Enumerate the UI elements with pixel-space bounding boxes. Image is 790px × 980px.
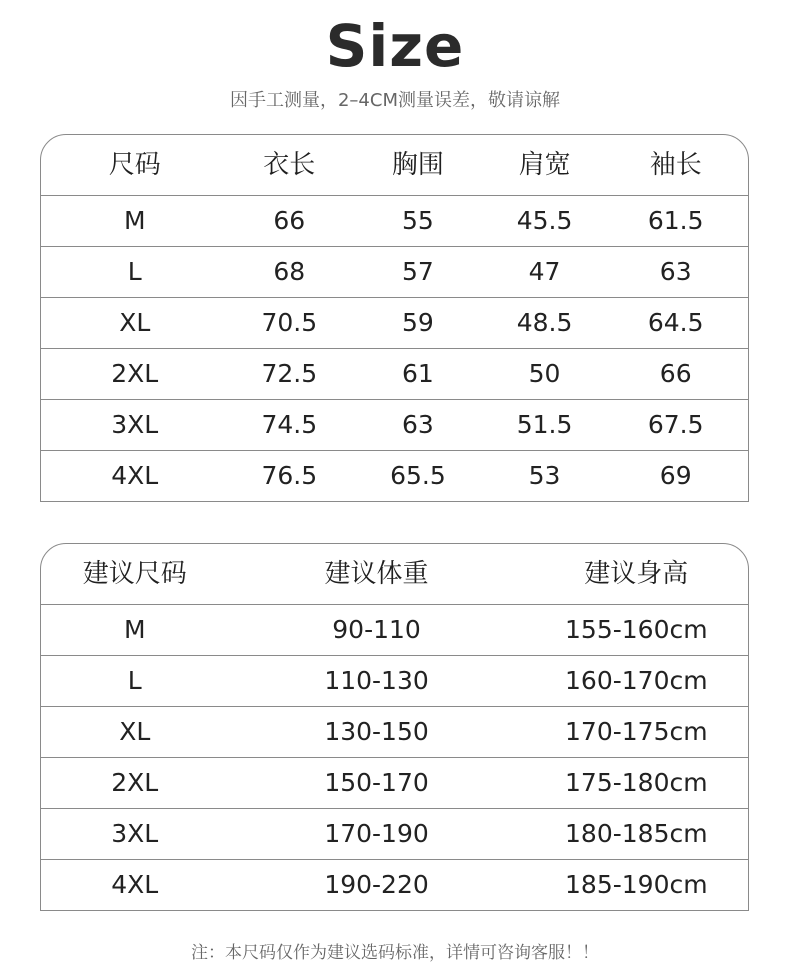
table-row (40, 400, 749, 451)
header-shoulder: 肩宽 (518, 150, 571, 180)
cell-height: 155-160cm (565, 615, 708, 644)
cell-chest: 57 (402, 257, 434, 286)
cell-size: M (123, 206, 146, 235)
cell-size: 2XL (111, 359, 159, 388)
cell-length: 72.5 (261, 359, 318, 388)
cell-shoulder: 51.5 (516, 410, 573, 439)
header-recommended-height: 建议身高 (584, 559, 689, 589)
cell-sleeve: 67.5 (647, 410, 704, 439)
table-row (40, 196, 749, 247)
cell-chest: 61 (402, 359, 434, 388)
cell-sleeve: 61.5 (647, 206, 704, 235)
table-row (40, 349, 749, 400)
cell-height: 185-190cm (565, 870, 708, 899)
cell-size: 2XL (111, 768, 159, 797)
size-recommendation-table (40, 543, 749, 911)
cell-weight: 190-220 (324, 870, 429, 899)
cell-weight: 130-150 (324, 717, 429, 746)
cell-height: 180-185cm (565, 819, 708, 848)
table-row (40, 860, 749, 911)
size-chart-table (40, 134, 749, 502)
size-note: 注：本尺码仅作为建议选码标准，详情可咨询客服！！ (191, 943, 599, 963)
cell-weight: 170-190 (324, 819, 429, 848)
cell-chest: 63 (402, 410, 434, 439)
cell-shoulder: 50 (528, 359, 561, 388)
cell-weight: 150-170 (324, 768, 429, 797)
cell-size: 3XL (111, 410, 159, 439)
cell-size: XL (119, 308, 151, 337)
cell-size: XL (119, 717, 151, 746)
cell-length: 76.5 (261, 461, 318, 490)
cell-size: M (123, 615, 146, 644)
table-row (40, 605, 749, 656)
cell-size: L (127, 257, 142, 286)
cell-size: 4XL (111, 461, 159, 490)
recommendation-header-row (40, 543, 749, 605)
header-length: 衣长 (263, 150, 316, 180)
measurement-disclaimer: 因手工测量，2–4CM测量误差，敬请谅解 (229, 90, 560, 111)
cell-size: L (127, 666, 142, 695)
cell-sleeve: 64.5 (647, 308, 704, 337)
cell-sleeve: 63 (659, 257, 692, 286)
cell-chest: 55 (402, 206, 434, 235)
table-row (40, 809, 749, 860)
table-row (40, 758, 749, 809)
cell-height: 175-180cm (565, 768, 708, 797)
cell-height: 170-175cm (565, 717, 708, 746)
cell-length: 66 (273, 206, 306, 235)
size-chart-header-row (40, 134, 749, 196)
cell-shoulder: 45.5 (516, 206, 573, 235)
header-size: 尺码 (108, 150, 161, 180)
cell-weight: 90-110 (332, 615, 421, 644)
cell-length: 68 (273, 257, 306, 286)
page-title: Size (325, 12, 465, 80)
cell-length: 74.5 (261, 410, 318, 439)
cell-chest: 65.5 (390, 461, 446, 490)
cell-shoulder: 47 (528, 257, 561, 286)
cell-chest: 59 (402, 308, 434, 337)
table-row (40, 707, 749, 758)
table-row (40, 247, 749, 298)
table-row (40, 656, 749, 707)
table-row (40, 298, 749, 349)
cell-sleeve: 69 (659, 461, 692, 490)
cell-size: 4XL (111, 870, 159, 899)
header-recommended-size: 建议尺码 (82, 559, 187, 589)
cell-length: 70.5 (261, 308, 318, 337)
cell-size: 3XL (111, 819, 159, 848)
header-sleeve: 袖长 (649, 150, 702, 180)
cell-weight: 110-130 (324, 666, 429, 695)
cell-shoulder: 53 (528, 461, 561, 490)
header-chest: 胸围 (391, 150, 444, 180)
cell-height: 160-170cm (565, 666, 708, 695)
cell-sleeve: 66 (659, 359, 692, 388)
table-row (40, 451, 749, 502)
header-recommended-weight: 建议体重 (324, 559, 429, 589)
cell-shoulder: 48.5 (516, 308, 573, 337)
